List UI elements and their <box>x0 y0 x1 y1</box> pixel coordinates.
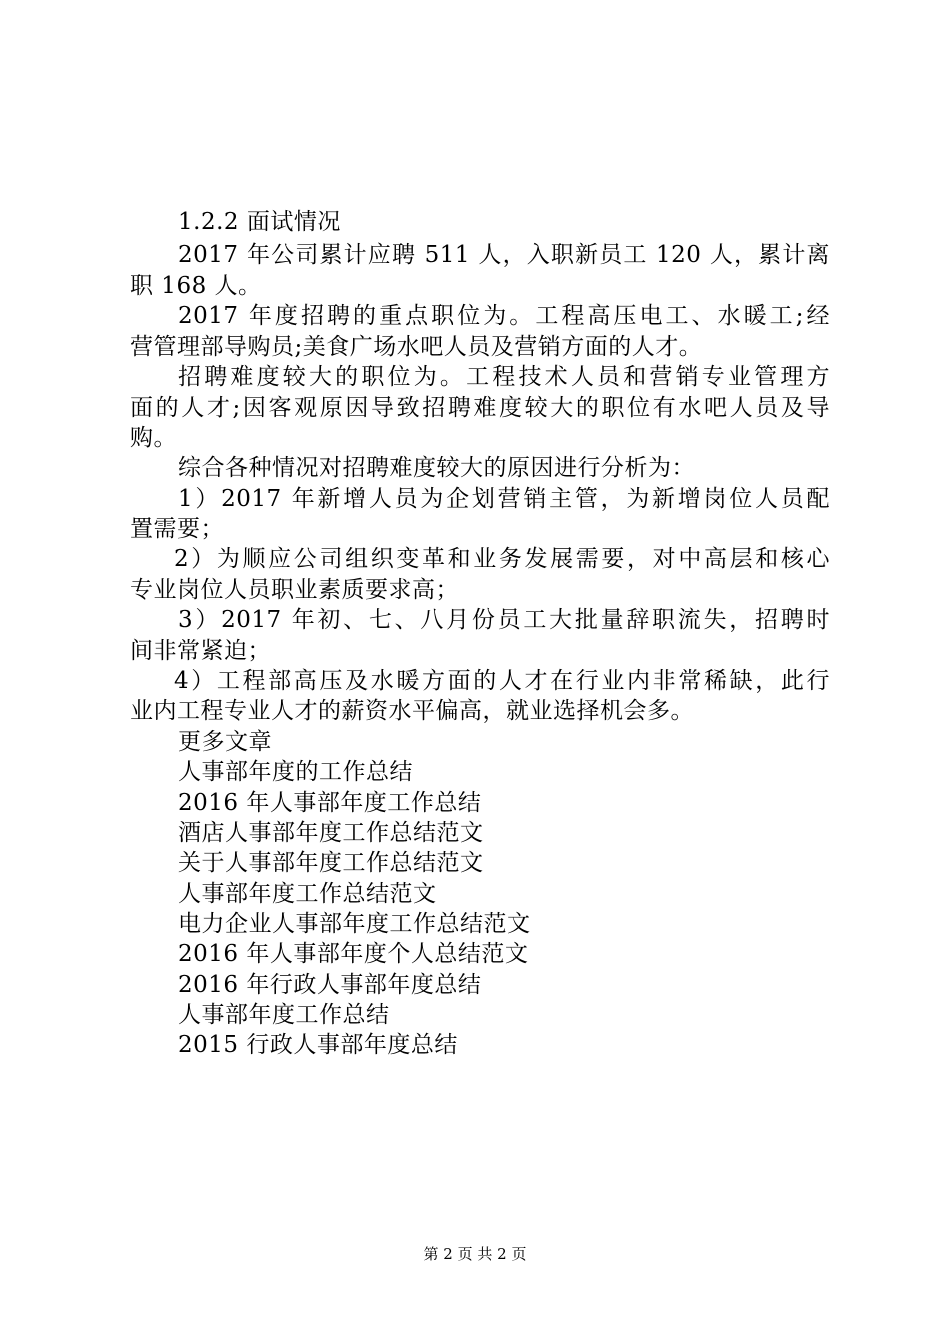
more-articles-heading: 更多文章 <box>178 729 272 755</box>
article-link[interactable]: 人事部年度的工作总结 <box>178 759 413 785</box>
article-link[interactable]: 2016 年行政人事部年度总结 <box>178 972 482 998</box>
article-link[interactable]: 2015 行政人事部年度总结 <box>178 1032 458 1058</box>
paragraph-line: 面的人才;因客观原因导致招聘难度较大的职位有水吧人员及导 <box>130 395 830 421</box>
reason-item-line: 间非常紧迫； <box>130 638 271 664</box>
article-link[interactable]: 电力企业人事部年度工作总结范文 <box>178 911 531 937</box>
paragraph-line: 2017 年度招聘的重点职位为。工程高压电工、水暖工;经 <box>178 303 830 329</box>
paragraph-line: 购。 <box>130 425 177 451</box>
article-link[interactable]: 人事部年度工作总结 <box>178 1002 390 1028</box>
article-link[interactable]: 关于人事部年度工作总结范文 <box>178 850 484 876</box>
reason-item-line: 置需要； <box>130 516 224 542</box>
paragraph-line: 2017 年公司累计应聘 511 人，入职新员工 120 人，累计离 <box>178 242 830 268</box>
paragraph-line: 综合各种情况对招聘难度较大的原因进行分析为： <box>178 455 695 481</box>
reason-item-line: 4）工程部高压及水暖方面的人才在行业内非常稀缺，此行 <box>174 668 830 694</box>
page-number-footer: 第 2 页 共 2 页 <box>423 1245 527 1263</box>
paragraph-line: 营管理部导购员;美食广场水吧人员及营销方面的人才。 <box>130 334 703 360</box>
paragraph-line: 职 168 人。 <box>130 273 262 299</box>
reason-item-line: 3）2017 年初、七、八月份员工大批量辞职流失，招聘时 <box>178 607 830 633</box>
article-link[interactable]: 2016 年人事部年度个人总结范文 <box>178 941 529 967</box>
reason-item-line: 专业岗位人员职业素质要求高； <box>130 577 459 603</box>
paragraph-line: 招聘难度较大的职位为。工程技术人员和营销专业管理方 <box>178 364 830 390</box>
article-link[interactable]: 人事部年度工作总结范文 <box>178 881 437 907</box>
article-link[interactable]: 酒店人事部年度工作总结范文 <box>178 820 484 846</box>
section-heading: 1.2.2 面试情况 <box>178 209 341 235</box>
reason-item-line: 业内工程专业人才的薪资水平偏高，就业选择机会多。 <box>130 698 694 724</box>
reason-item-line: 2）为顺应公司组织变革和业务发展需要，对中高层和核心 <box>174 546 830 572</box>
reason-item-line: 1）2017 年新增人员为企划营销主管，为新增岗位人员配 <box>178 486 830 512</box>
article-link[interactable]: 2016 年人事部年度工作总结 <box>178 790 482 816</box>
